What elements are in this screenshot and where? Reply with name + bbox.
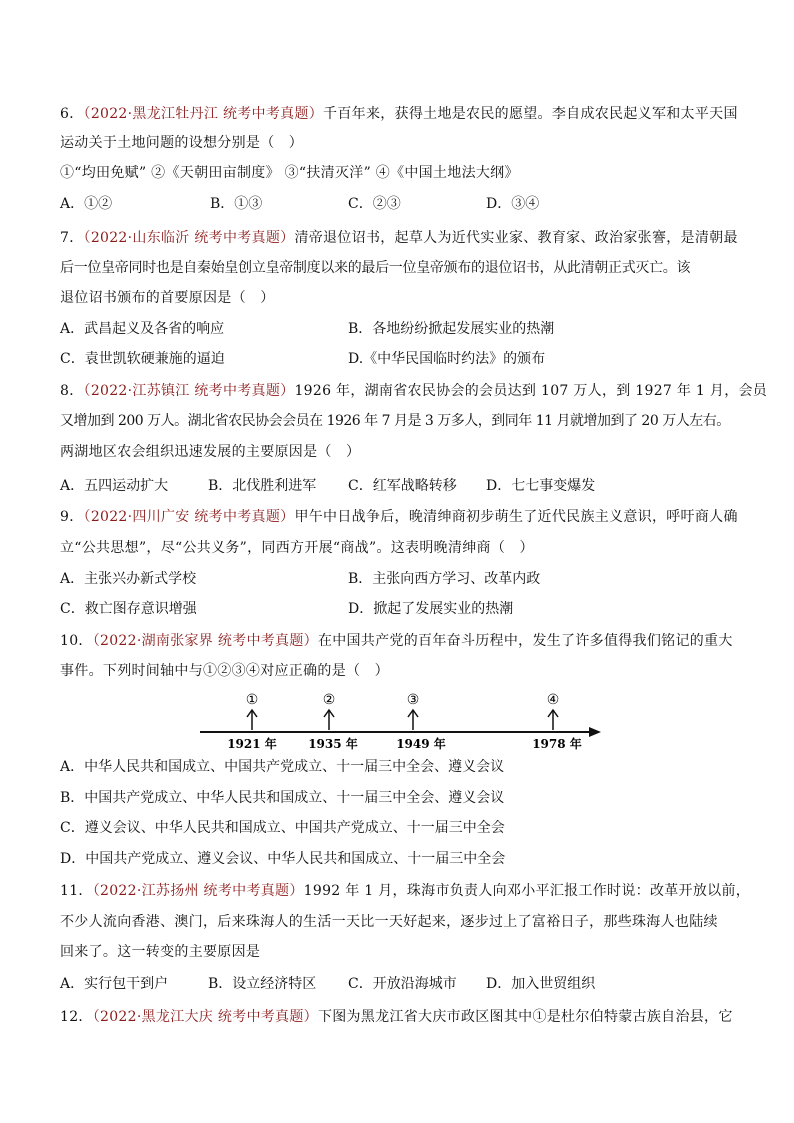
q9-line-1 bbox=[60, 506, 740, 528]
q10-source: （2022·湖南张家界 统考中考真题） bbox=[92, 633, 318, 649]
q6-option-c[interactable]: C．②③ bbox=[348, 196, 401, 212]
q7-stem-2: 后一位皇帝同时也是自秦始皇创立皇帝制度以来的最后一位皇帝颁布的退位诏书，从此清朝正式灭亡。该 bbox=[60, 260, 691, 276]
q7-number: 7． bbox=[60, 230, 84, 246]
q8-option-b[interactable]: B．北伐胜利进军 bbox=[208, 478, 317, 494]
q7-stem-1: 清帝退位诏书，起草人为近代实业家、教育家、政治家张謇，是清朝最 bbox=[294, 230, 738, 246]
q8-line-1 bbox=[60, 380, 768, 402]
q7-option-d[interactable]: D.《中华民国临时约法》的颁布 bbox=[348, 351, 546, 367]
timeline-year-2: 1935 年 bbox=[308, 737, 358, 750]
timeline-year-4: 1978 年 bbox=[532, 737, 582, 750]
q10-stem-1: 在中国共产党的百年奋斗历程中，发生了许多值得我们铭记的重大 bbox=[317, 633, 733, 649]
q6-number: 6． bbox=[60, 106, 84, 122]
q12-source: （2022·黑龙江大庆 统考中考真题） bbox=[92, 1009, 318, 1025]
q6-option-a[interactable]: A．①② bbox=[60, 196, 113, 212]
q6-option-d[interactable]: D．③④ bbox=[486, 196, 540, 212]
q10-option-b[interactable]: B．中国共产党成立、中华人民共和国成立、十一届三中全会、遵义会议 bbox=[60, 790, 505, 806]
timeline-year-1: 1921 年 bbox=[227, 737, 277, 750]
q8-stem-1: 1926 年，湖南省农民协会的会员达到 107 万人，到 1927 年 1 月，会员 bbox=[294, 383, 768, 399]
q8-option-c[interactable]: C．红军战略转移 bbox=[348, 478, 457, 494]
q11-line-1 bbox=[60, 880, 751, 902]
q8-option-d[interactable]: D．七七事变爆发 bbox=[486, 478, 596, 494]
q10-stem-2: 事件。下列时间轴中与①②③④对应正确的是（ ） bbox=[60, 663, 389, 679]
q12-line-1 bbox=[60, 1006, 740, 1028]
q7-line-1 bbox=[60, 227, 740, 249]
q9-option-a[interactable]: A．主张兴办新式学校 bbox=[60, 571, 197, 587]
q6-option-b[interactable]: B．①③ bbox=[210, 196, 263, 212]
q11-stem-3: 回来了。这一转变的主要原因是 bbox=[60, 944, 261, 960]
q11-number: 11． bbox=[60, 883, 93, 899]
q10-option-c[interactable]: C．遵义会议、中华人民共和国成立、中国共产党成立、十一届三中全会 bbox=[60, 820, 505, 836]
timeline-mark-1: ① bbox=[245, 692, 259, 708]
q6-source: （2022·黑龙江牡丹江 统考中考真题） bbox=[83, 106, 324, 122]
timeline-arrowhead bbox=[589, 727, 601, 737]
q11-stem-1: 1992 年 1 月，珠海市负责人向邓小平汇报工作时说：改革开放以前， bbox=[303, 883, 751, 899]
q10-line-1 bbox=[60, 630, 740, 652]
q11-source: （2022·江苏扬州 统考中考真题） bbox=[92, 883, 304, 899]
q9-source: （2022·四川广安 统考中考真题） bbox=[83, 509, 295, 525]
timeline-figure bbox=[195, 690, 605, 750]
timeline-year-3: 1949 年 bbox=[396, 737, 446, 750]
q7-source: （2022·山东临沂 统考中考真题） bbox=[83, 230, 295, 246]
q11-stem-2: 不少人流向香港、澳门，后来珠海人的生活一天比一天好起来，逐步过上了富裕日子，那些珠海人也陆续 bbox=[60, 914, 718, 930]
q9-option-d[interactable]: D．掀起了发展实业的热潮 bbox=[348, 601, 514, 617]
q8-stem-2: 又增加到 200 万人。湖北省农民协会会员在 1926 年 7 月是 3 万多人，到同年 11 月就增加到了 20 万人左右。 bbox=[60, 413, 730, 429]
timeline-svg bbox=[195, 690, 605, 750]
q11-option-c[interactable]: C．开放沿海城市 bbox=[348, 976, 457, 992]
q6-items: ①“均田免赋” ②《天朝田亩制度》 ③“扶清灭洋” ④《中国土地法大纲》 bbox=[60, 165, 519, 181]
q7-option-a[interactable]: A．武昌起义及各省的响应 bbox=[60, 321, 225, 337]
q6-stem-2: 运动关于土地问题的设想分别是（ ） bbox=[60, 135, 304, 151]
q11-option-b[interactable]: B．设立经济特区 bbox=[208, 976, 317, 992]
q8-number: 8． bbox=[60, 383, 84, 399]
q7-stem-3: 退位诏书颁布的首要原因是（ ） bbox=[60, 290, 275, 306]
q11-option-a[interactable]: A．实行包干到户 bbox=[60, 976, 169, 992]
q8-stem-3: 两湖地区农会组织迅速发展的主要原因是（ ） bbox=[60, 444, 361, 460]
q9-stem-1: 甲午中日战争后，晚清绅商初步萌生了近代民族主义意识，呼吁商人确 bbox=[294, 509, 738, 525]
q10-option-a[interactable]: A．中华人民共和国成立、中国共产党成立、十一届三中全会、遵义会议 bbox=[60, 759, 505, 775]
q6-line-1 bbox=[60, 103, 740, 125]
timeline-mark-4: ④ bbox=[546, 692, 560, 708]
q12-number: 12． bbox=[60, 1009, 93, 1025]
q9-option-b[interactable]: B．主张向西方学习、改革内政 bbox=[348, 571, 541, 587]
q12-stem-1: 下图为黑龙江省大庆市政区图其中①是杜尔伯特蒙古族自治县，它 bbox=[317, 1009, 733, 1025]
q8-source: （2022·江苏镇江 统考中考真题） bbox=[83, 383, 295, 399]
q9-number: 9． bbox=[60, 509, 84, 525]
q10-number: 10． bbox=[60, 633, 93, 649]
q7-option-c[interactable]: C．袁世凯软硬兼施的逼迫 bbox=[60, 351, 225, 367]
q10-option-d[interactable]: D．中国共产党成立、遵义会议、中华人民共和国成立、十一届三中全会 bbox=[60, 851, 506, 867]
q11-option-d[interactable]: D．加入世贸组织 bbox=[486, 976, 596, 992]
q9-stem-2: 立“公共思想”，尽“公共义务”，同西方开展“商战”。这表明晚清绅商（ ） bbox=[60, 540, 534, 556]
q6-stem-1: 千百年来，获得土地是农民的愿望。李自成农民起义军和太平天国 bbox=[323, 106, 738, 122]
timeline-mark-3: ③ bbox=[406, 692, 420, 708]
q8-option-a[interactable]: A．五四运动扩大 bbox=[60, 478, 169, 494]
q9-option-c[interactable]: C．救亡图存意识增强 bbox=[60, 601, 197, 617]
timeline-mark-2: ② bbox=[322, 692, 336, 708]
q7-option-b[interactable]: B．各地纷纷掀起发展实业的热潮 bbox=[348, 321, 555, 337]
